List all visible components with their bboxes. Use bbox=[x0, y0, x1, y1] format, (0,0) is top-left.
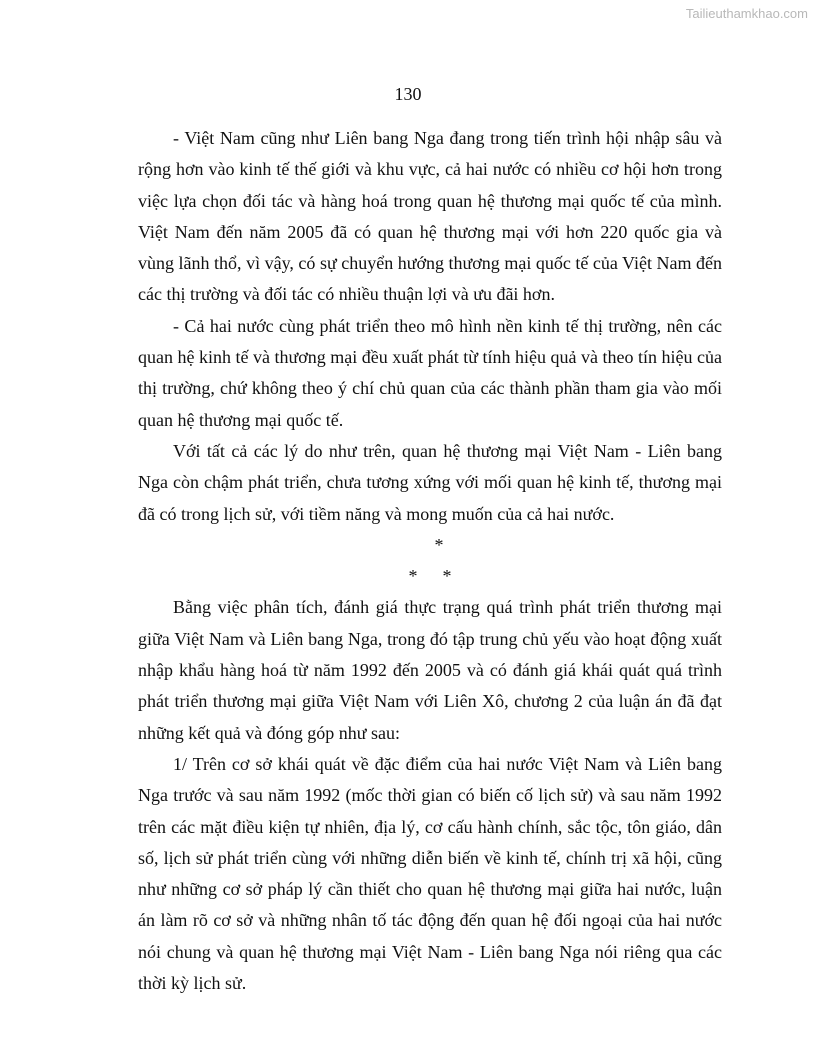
separator-star-row bbox=[138, 561, 722, 592]
page-number: 130 bbox=[394, 84, 422, 104]
paragraph: Với tất cả các lý do như trên, quan hệ thương mại Việt Nam - Liên bang Nga còn chậm phát triển, chưa tương xứng với mối quan hệ kinh tế, thương mại đã có trong lịch sử, với tiềm năng và mong muốn của cả hai nước. bbox=[138, 440, 722, 524]
section-separator bbox=[138, 530, 722, 593]
paragraph: Bằng việc phân tích, đánh giá thực trạng quá trình phát triển thương mại giữa Việt Nam và Liên bang Nga, trong đó tập trung chủ yếu vào hoạt động xuất nhập khẩu hàng hoá từ năm 1992 đến 2005 và có đánh giá khái quát quá trình phát triển thương mại giữa Việt Nam với Liên Xô, chương 2 của luận án đã đạt những kết quả và đóng góp như sau: bbox=[138, 597, 722, 743]
paragraph: - Cả hai nước cùng phát triển theo mô hình nền kinh tế thị trường, nên các quan hệ kinh tế và thương mại đều xuất phát từ tính hiệu quả và theo tín hiệu của thị trường, chứ không theo ý chí chủ quan của các thành phần tham gia vào mối quan hệ thương mại quốc tế. bbox=[138, 315, 722, 430]
separator-star-left: * bbox=[408, 566, 418, 587]
separator-star-right: * bbox=[442, 566, 452, 587]
paragraph: - Việt Nam cũng như Liên bang Nga đang trong tiến trình hội nhập sâu và rộng hơn vào kinh tế thế giới và khu vực, cả hai nước có nhiều cơ hội hơn trong việc lựa chọn đối tác và hàng hoá trong quan hệ thương mại quốc tế của mình. Việt Nam đến năm 2005 đã có quan hệ thương mại với hơn 220 quốc gia và vùng lãnh thổ, vì vậy, có sự chuyển hướng thương mại quốc tế của Việt Nam đến các thị trường và đối tác có nhiều thuận lợi và ưu đãi hơn. bbox=[138, 128, 722, 305]
separator-star-top: * bbox=[434, 534, 444, 555]
watermark-text: Tailieuthamkhao.com bbox=[685, 6, 808, 21]
document-body bbox=[138, 123, 722, 999]
paragraph: 1/ Trên cơ sở khái quát về đặc điểm của hai nước Việt Nam và Liên bang Nga trước và sau năm 1992 (mốc thời gian có biến cố lịch sử) và sau năm 1992 trên các mặt điều kiện tự nhiên, địa lý, cơ cấu hành chính, sắc tộc, tôn giáo, dân số, lịch sử phát triển cùng với những diễn biến về kinh tế, chính trị xã hội, cũng như những cơ sở pháp lý cần thiết cho quan hệ thương mại giữa hai nước, luận án làm rõ cơ sở và những nhân tố tác động đến quan hệ đối ngoại của hai nước nói chung và quan hệ thương mại Việt Nam - Liên bang Nga nói riêng qua các thời kỳ lịch sử. bbox=[138, 753, 722, 994]
